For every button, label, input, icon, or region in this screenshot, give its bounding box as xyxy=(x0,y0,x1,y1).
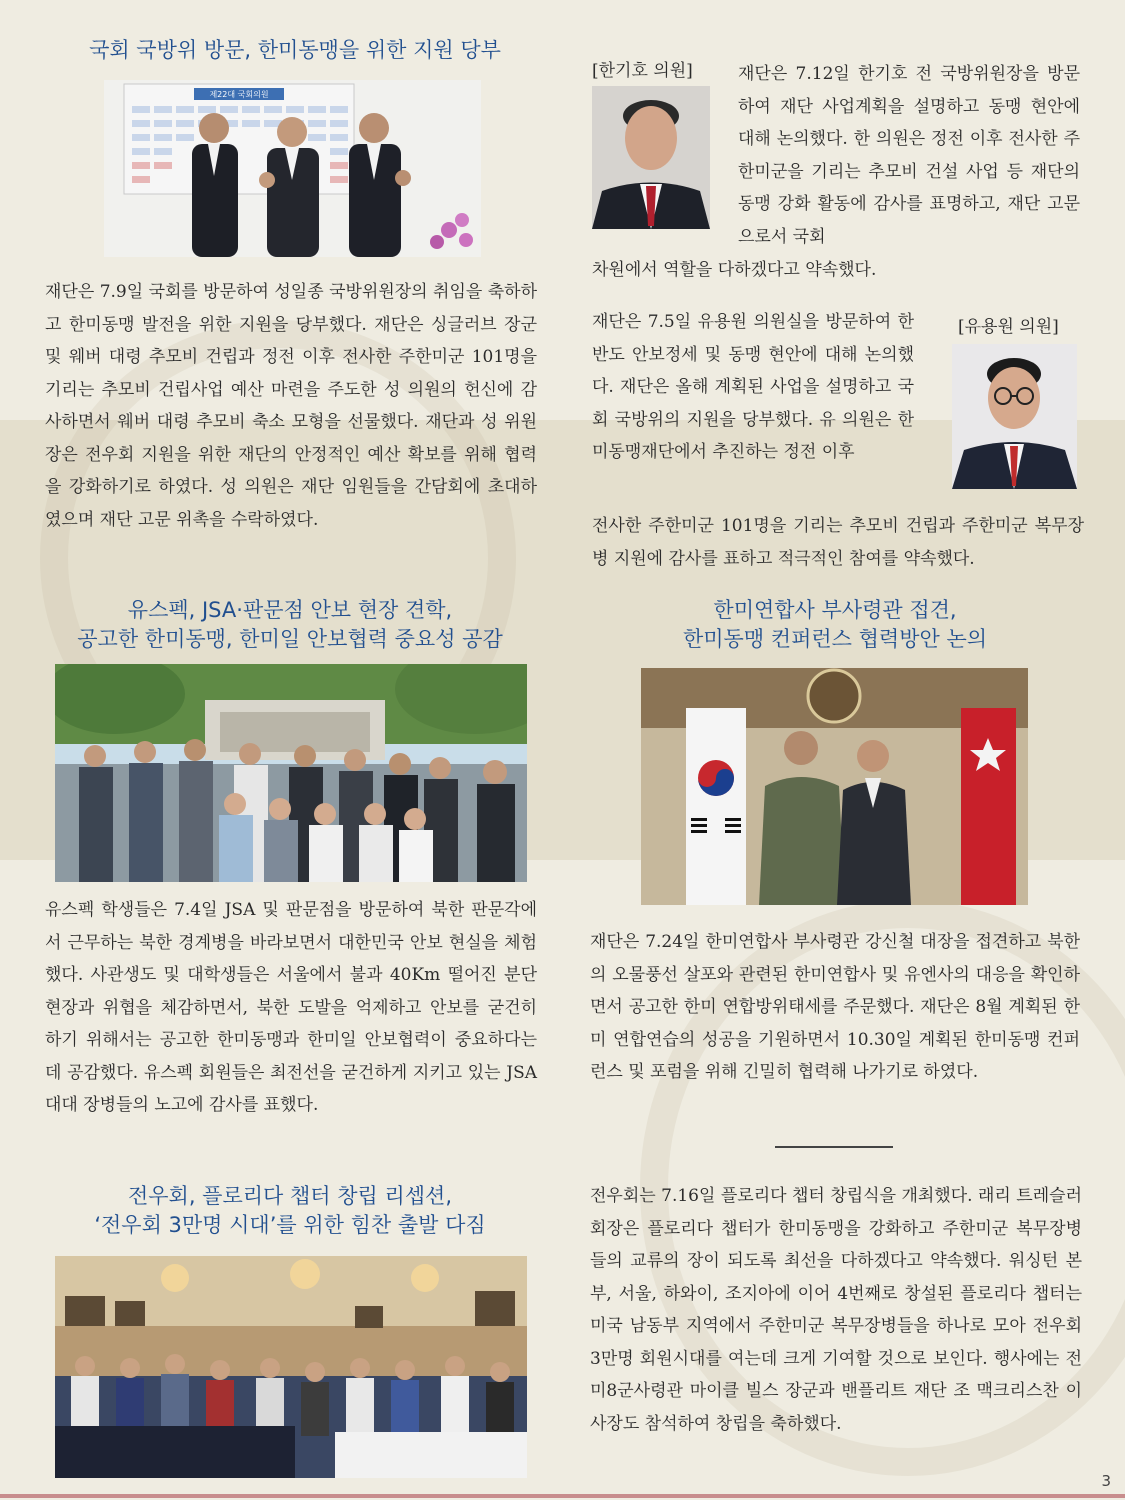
label-yu-yongwon: [유용원 의원] xyxy=(958,317,1059,337)
heading-assembly-visit: 국회 국방위 방문, 한미동맹을 위한 지원 당부 xyxy=(89,38,501,62)
heading-cfc-deputy xyxy=(590,596,1080,654)
photo-florida-chapter xyxy=(55,1256,527,1478)
heading-florida-chapter xyxy=(40,1182,540,1240)
label-han-kiho: [한기호 의원] xyxy=(592,61,693,81)
body-han-kiho-continued: 차원에서 역할을 다하겠다고 약속했다. xyxy=(592,260,877,280)
body-youth-jsa: 유스펙 학생들은 7.4일 JSA 및 판문점을 방문하여 북한 판문각에서 근무하는 북한 경계병을 바라보면서 대한민국 안보 현실을 체험했다. 사관생도 및 대학생들은 서울에서 불과 40Km 떨어진 분단 현장과 위협을 체감하면서, 북한 도발을 억제하고 안보를 굳건히 하기 위해서는 공고한 한미동맹과 한미일 안보협력이 중요하다는데 공감했다. 유스펙 회원들은 최전선을 굳건하게 지키고 있는 JSA 대대 장병들의 노고에 감사를 표했다. xyxy=(45,900,537,1115)
portrait-han-kiho xyxy=(592,86,710,229)
page-number: 3 xyxy=(1101,1472,1111,1490)
photo-cfc-deputy xyxy=(641,668,1028,905)
body-cfc-deputy: 재단은 7.24일 한미연합사 부사령관 강신철 대장을 접견하고 북한의 오물풍선 살포와 관련된 한미연합사 및 유엔사의 대응을 확인하면서 공고한 한미 연합방위태세를 주문했다. 재단은 8월 계획된 한미 연합연습의 성공을 기원하면서 10.30일 계획된 한미동맹 컨퍼런스 및 포럼을 위해 긴밀히 협력해 나가기로 하였다. xyxy=(590,932,1080,1082)
body-florida-chapter: 전우회는 7.16일 플로리다 챕터 창립식을 개최했다. 래리 트레슬러 회장은 플로리다 챕터가 한미동맹을 강화하고 주한미군 복무장병들의 교류의 장이 되도록 최선을 다하겠다고 약속했다. 워싱턴 본부, 서울, 하와이, 조지아에 이어 4번째로 창설된 플로리다 챕터는 미국 남동부 지역에서 주한미군 복무장병들을 하나로 모아 전우회 3만명 회원시대를 여는데 크게 기여할 것으로 보인다. 행사에는 전 미8군사령관 마이클 빌스 장군과 밴플리트 재단 조 맥크리스찬 이사장도 참석하여 창립을 축하했다. xyxy=(590,1186,1082,1434)
heading-line: 유스펙, JSA·판문점 안보 현장 견학, xyxy=(127,598,453,622)
body-assembly-visit: 재단은 7.9일 국회를 방문하여 성일종 국방위원장의 취임을 축하하고 한미동맹 발전을 위한 지원을 당부했다. 재단은 싱글러브 장군 및 웨버 대령 추모비 건립과 정전 이후 전사한 주한미군 101명을 기리는 추모비 건립사업 예산 마련을 주도한 성 의원의 헌신에 감사하면서 웨버 대령 추모비 축소 모형을 선물했다. 재단과 성 위원장은 전우회 지원을 위한 재단의 안정적인 예산 확보를 위해 협력을 강화하기로 하였다. 성 의원은 재단 임원들을 간담회에 초대하였으며 재단 고문 위촉을 수락하였다. xyxy=(45,282,537,530)
heading-line: 한미연합사 부사령관 접견, xyxy=(713,598,957,622)
heading-line: 공고한 한미동맹, 한미일 안보협력 중요성 공감 xyxy=(77,627,503,651)
body-han-kiho: 재단은 7.12일 한기호 전 국방위원장을 방문하여 재단 사업계획을 설명하고 동맹 현안에 대해 논의했다. 한 의원은 정전 이후 전사한 주한미군을 기리는 추모비 건설 사업 등 재단의 동맹 강화 활동에 감사를 표명하고, 재단 고문으로서 국회 xyxy=(738,64,1080,247)
body-yu-yongwon: 재단은 7.5일 유용원 의원실을 방문하여 한반도 안보정세 및 동맹 현안에 대해 논의했다. 재단은 올해 계획된 사업을 설명하고 국회 국방위의 지원을 당부했다. 유 의원은 한미동맹재단에서 추진하는 정전 이후 xyxy=(592,312,914,462)
body-yu-yongwon-continued: 전사한 주한미군 101명을 기리는 추모비 건립과 주한미군 복무장병 지원에 감사를 표하고 적극적인 참여를 약속했다. xyxy=(592,516,1084,569)
photo-wall-text: 제22대 국회의원 xyxy=(209,90,269,99)
heading-line: 한미동맹 컨퍼런스 협력방안 논의 xyxy=(682,627,988,651)
bottom-rule xyxy=(0,1494,1125,1498)
heading-youth-jsa xyxy=(40,596,540,654)
portrait-yu-yongwon xyxy=(952,344,1077,489)
heading-line: ‘전우회 3만명 시대’를 위한 힘찬 출발 다짐 xyxy=(94,1213,486,1237)
section-divider xyxy=(775,1146,893,1148)
photo-youth-jsa xyxy=(55,664,527,882)
heading-line: 전우회, 플로리다 챕터 창립 리셉션, xyxy=(127,1184,453,1208)
photo-assembly-visit xyxy=(104,80,481,257)
